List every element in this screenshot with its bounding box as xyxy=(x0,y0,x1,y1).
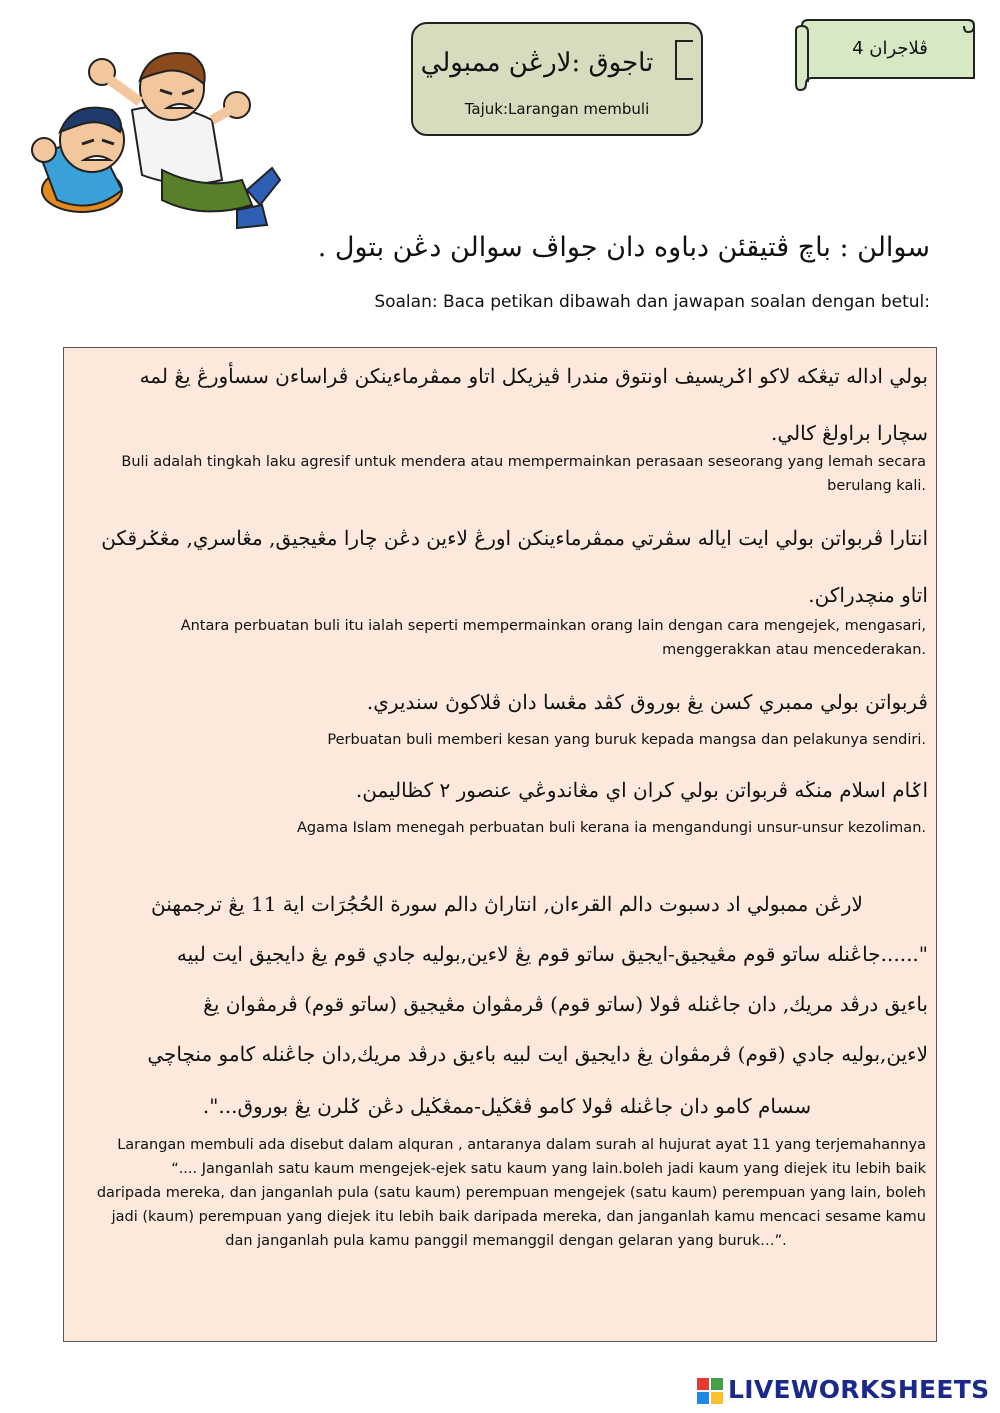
liveworksheets-brand[interactable]: LIVEWORKSHEETS xyxy=(728,1375,990,1404)
title-bracket-decoration xyxy=(675,40,693,80)
paragraph-5-jawi-line-3: باءيق درڤد مريك, دان جاڠنله ڤولا (ساتو قوم) ڤرمڤوان مڠيجيق (ساتو قوم) ڤرمڤوان يڠ xyxy=(203,992,928,1016)
title-jawi: تاجوق :لارڠن ممبولي xyxy=(420,48,654,78)
paragraph-3-latin: Perbuatan buli memberi kesan yang buruk kepada mangsa dan pelakunya sendiri. xyxy=(327,732,926,748)
title-latin: Tajuk:Larangan membuli xyxy=(464,100,650,118)
paragraph-5-latin-line-3: daripada mereka, dan janganlah pula (satu kaum) perempuan mengejek (satu kaum) perempuan yang lain, boleh xyxy=(96,1185,926,1201)
paragraph-2-latin: Antara perbuatan buli itu ialah seperti mempermainkan orang lain dengan cara mengejek, mengasari, menggerakkan atau mencederakan. xyxy=(180,618,926,658)
passage-box xyxy=(63,347,937,1342)
paragraph-3-jawi: ڤربواتن بولي ممبري كسن يڠ بوروق كڤد مڠسا دان ڤلاكوڽ سنديري. xyxy=(366,690,928,714)
paragraph-4-latin: Agama Islam menegah perbuatan buli kerana ia mengandungi unsur-unsur kezoliman. xyxy=(297,820,926,836)
paragraph-5-latin-line-2: “.... Janganlah satu kaum mengejek-ejek satu kaum yang lain.boleh jadi kaum yang diejek itu lebih baik xyxy=(171,1161,926,1177)
paragraph-1-latin: Buli adalah tingkah laku agresif untuk mendera atau mempermainkan perasaan seseorang yang lemah secara berulang kali. xyxy=(121,454,926,494)
question-latin: Soalan: Baca petikan dibawah dan jawapan soalan dengan betul: xyxy=(374,292,930,312)
lesson-tag: ڤلاجران 4 xyxy=(852,38,928,59)
paragraph-2-jawi: انتارا ڤربواتن بولي ايت اياله سڤرتي ممڤرماءينكن اورڠ لاءين دڠن چارا مڠيجيق, مڠاسري, مڠݢرقكن اتاو منچدراكن. xyxy=(101,526,928,607)
paragraph-5-jawi-line-1: لارڠن ممبولي اد دسبوت دالم القرءان, انتاراڽ دالم سورة الحُجُرَات اية 11 يڠ ترجمهنڽ xyxy=(151,892,863,916)
paragraph-5-latin-line-5: dan janganlah pula kamu panggil memanggil dengan gelaran yang buruk…”. xyxy=(225,1233,787,1249)
paragraph-5-jawi-line-4: لاءين,بوليه جادي (قوم) ڤرمڤوان يڠ دايجيق ايت لبيه باءيق درڤد مريك,دان جاڠنله كامو منچاچي xyxy=(147,1042,928,1066)
question-jawi: سوالن : باچ ڤتيقئن دباوه دان جواڤ سوالن دڠن بتول . xyxy=(317,232,930,263)
liveworksheets-logo-icon xyxy=(697,1378,723,1404)
paragraph-5-latin-line-1: Larangan membuli ada disebut dalam alquran , antaranya dalam surah al hujurat ayat 11 yang terjemahannya xyxy=(117,1137,926,1153)
paragraph-5-latin-line-4: jadi (kaum) perempuan yang diejek itu lebih baik daripada mereka, dan janganlah kamu mencaci sesame kamu xyxy=(111,1209,926,1225)
paragraph-4-jawi: اݢام اسلام منڬه ڤربواتن بولي كران اي مڠاندوڠي عنصور ٢ كظاليمن. xyxy=(355,778,928,802)
paragraph-5-jawi-line-2: "......جاڠنله ساتو قوم مڠيجيق-ايجيق ساتو قوم يڠ لاءين,بوليه جادي قوم يڠ دايجيق ايت لبيه xyxy=(176,942,928,966)
paragraph-5-jawi-line-5: سسام كامو دان جاڠنله ڤولا كامو ڤڠڬيل-ممڠڬيل دڠن ݢلرن يڠ بوروق...". xyxy=(202,1094,812,1118)
bullying-boys-illustration xyxy=(22,40,284,230)
paragraph-1-jawi: بولي اداله تيڠكه لاكو اݢريسيف اونتوق مندرا ڤيزيكل اتاو ممڤرماءينكن ڤراساءن سسأورڠ يڠ لمه سچارا براولڠ كالي. xyxy=(139,364,928,445)
title-box xyxy=(411,22,703,136)
